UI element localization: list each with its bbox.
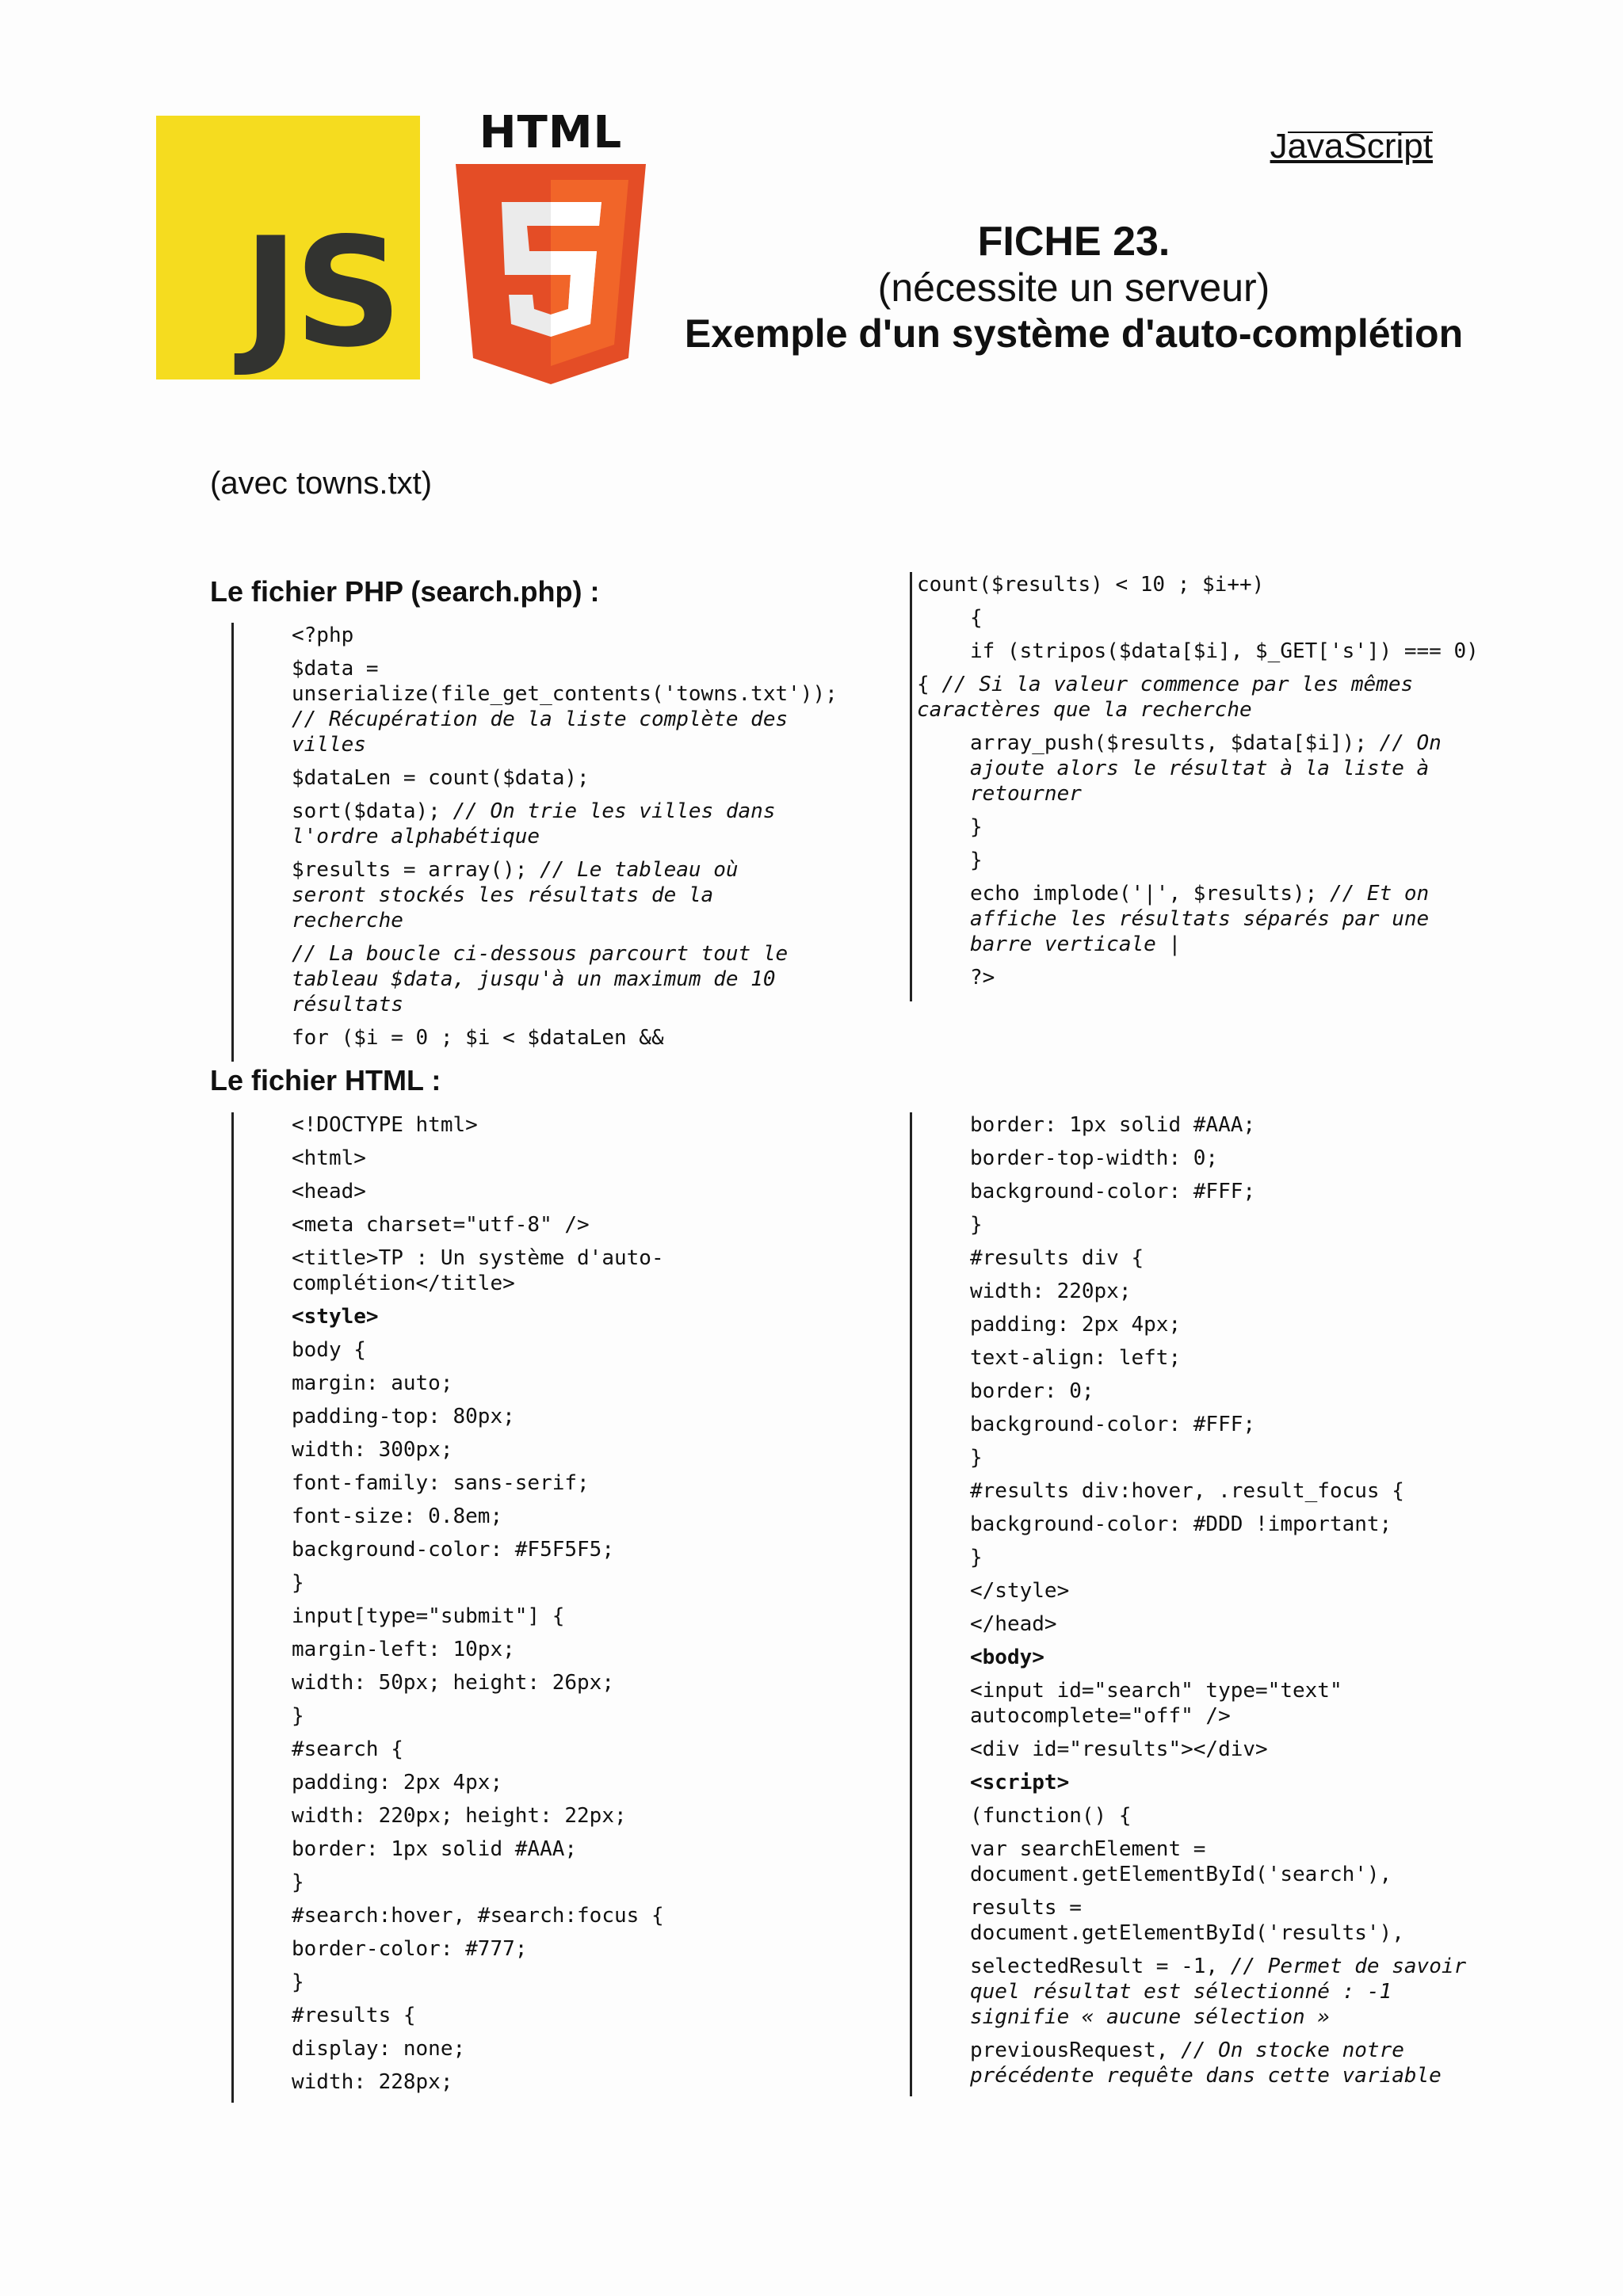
code-line <box>917 1737 1487 1762</box>
code-line <box>917 1611 1487 1637</box>
code-line <box>917 1895 1487 1946</box>
code-text: border: 1px solid #AAA; <box>970 1113 1256 1137</box>
code-text: } <box>292 1571 304 1595</box>
code-line <box>917 1279 1487 1304</box>
code-line <box>239 1836 809 1862</box>
code-text: <meta charset="utf-8" /> <box>292 1213 590 1237</box>
code-line <box>239 1304 809 1329</box>
php-section-title: Le fichier PHP (search.php) : <box>210 575 600 608</box>
code-line <box>917 730 1487 807</box>
code-line <box>239 1404 809 1429</box>
code-text: display: none; <box>292 2037 466 2061</box>
code-line <box>239 1970 809 1995</box>
code-text: background-color: #DDD !important; <box>970 1512 1392 1536</box>
code-line <box>239 1437 809 1463</box>
code-text: background-color: #FFF; <box>970 1180 1256 1203</box>
php-code-column-1 <box>231 623 850 1062</box>
code-text: background-color: #F5F5F5; <box>292 1538 614 1562</box>
code-line <box>239 1903 809 1928</box>
code-line <box>239 656 850 757</box>
code-line <box>239 799 809 849</box>
code-line <box>917 1345 1487 1371</box>
title-line-1: FICHE 23. <box>977 219 1170 265</box>
code-text: #results div:hover, .result_focus { <box>970 1479 1404 1503</box>
code-line <box>239 2003 809 2028</box>
code-line <box>239 1245 809 1296</box>
php-code-column-2 <box>910 572 1487 1001</box>
html5-shield-icon <box>456 164 646 384</box>
code-line <box>917 572 1487 597</box>
code-line <box>239 1212 809 1238</box>
code-line <box>239 1371 809 1396</box>
code-line <box>239 1337 809 1363</box>
title-line-2: (nécessite un serveur) <box>877 265 1270 310</box>
code-line <box>239 1470 809 1496</box>
code-text: border-color: #777; <box>292 1937 528 1961</box>
code-line <box>917 1379 1487 1404</box>
code-line <box>917 965 1487 990</box>
html-code-column-1 <box>231 1112 809 2103</box>
code-text: selectedResult = -1, <box>970 1955 1231 1978</box>
code-text: #results div { <box>970 1246 1144 1270</box>
code-text: } <box>292 1871 304 1894</box>
code-line <box>239 1770 809 1795</box>
code-text: margin: auto; <box>292 1371 453 1395</box>
code-line <box>239 1179 809 1204</box>
code-comment: // La boucle ci-dessous parcourt tout le tableau $data, jusqu'à un maximum de 10 résultats <box>292 942 800 1016</box>
code-line <box>917 1770 1487 1795</box>
code-text: { <box>970 606 983 630</box>
code-line <box>239 1637 809 1662</box>
code-line <box>917 881 1487 957</box>
code-text: #results { <box>292 2004 416 2027</box>
code-line <box>917 1478 1487 1504</box>
code-line <box>239 1537 809 1562</box>
code-text: <div id="results"></div> <box>970 1737 1268 1761</box>
code-text: } <box>292 1970 304 1994</box>
code-text: } <box>970 1213 983 1237</box>
code-text: width: 50px; height: 26px; <box>292 1671 614 1695</box>
code-text: for ($i = 0 ; $i < $dataLen && <box>292 1026 664 1050</box>
code-text: </style> <box>970 1579 1070 1603</box>
note-text: (avec towns.txt) <box>210 466 433 501</box>
code-text: font-family: sans-serif; <box>292 1471 590 1495</box>
code-text: sort($data); <box>292 799 453 823</box>
code-line <box>917 1312 1487 1337</box>
code-line <box>239 1737 809 1762</box>
code-text: margin-left: 10px; <box>292 1638 515 1661</box>
code-line <box>239 1870 809 1895</box>
code-text: <head> <box>292 1180 366 1203</box>
code-text: padding: 2px 4px; <box>970 1313 1182 1337</box>
code-text: } <box>292 1704 304 1728</box>
code-comment: // Et on affiche les résultats séparés par une barre verticale | <box>970 882 1442 956</box>
code-text: border: 1px solid #AAA; <box>292 1837 578 1861</box>
code-text: previousRequest, <box>970 2039 1182 2062</box>
code-text: <!DOCTYPE html> <box>292 1113 478 1137</box>
code-line <box>239 1025 809 1051</box>
code-line <box>239 1703 809 1729</box>
code-text: if (stripos($data[$i], $_GET['s']) === 0) <box>970 639 1479 663</box>
subject-label: JavaScript <box>1270 127 1433 166</box>
html-code-column-2 <box>910 1112 1487 2096</box>
code-text: body { <box>292 1338 366 1362</box>
code-line <box>239 1146 809 1171</box>
code-line <box>239 1604 809 1629</box>
code-line <box>239 2069 809 2095</box>
code-comment: // On ajoute alors le résultat à la liste à retourner <box>970 731 1454 806</box>
code-text: #search:hover, #search:focus { <box>292 1904 664 1928</box>
code-line <box>239 1936 809 1962</box>
code-text: <title>TP : Un système d'auto-complétion</title> <box>292 1246 664 1295</box>
code-line <box>917 1412 1487 1437</box>
javascript-logo <box>156 116 420 379</box>
code-text: width: 228px; <box>292 2070 453 2094</box>
code-text: padding-top: 80px; <box>292 1405 515 1428</box>
code-text: } <box>970 815 983 839</box>
code-line <box>239 765 809 791</box>
code-text: $results = array(); <box>292 858 540 882</box>
code-text: font-size: 0.8em; <box>292 1505 503 1528</box>
code-comment: // Le tableau où seront stockés les résultats de la recherche <box>292 858 751 933</box>
code-comment: // Récupération de la liste complète des villes <box>292 707 800 757</box>
page-title <box>666 219 1482 357</box>
html-section-title: Le fichier HTML : <box>210 1064 441 1097</box>
html5-logo <box>456 107 646 384</box>
code-text: background-color: #FFF; <box>970 1413 1256 1436</box>
code-line <box>917 605 1487 631</box>
code-line <box>917 1836 1487 1887</box>
js-logo-text: JS <box>242 205 398 380</box>
code-text: border-top-width: 0; <box>970 1146 1219 1170</box>
code-line <box>917 1545 1487 1570</box>
code-text: border: 0; <box>970 1379 1094 1403</box>
code-line <box>917 848 1487 873</box>
code-line <box>917 1146 1487 1171</box>
code-line <box>239 1670 809 1695</box>
code-text: <html> <box>292 1146 366 1170</box>
code-text: <?php <box>292 624 354 647</box>
code-text: width: 300px; <box>292 1438 453 1462</box>
code-line <box>239 1112 809 1138</box>
code-text: input[type="submit"] { <box>292 1604 565 1628</box>
code-line <box>239 941 809 1017</box>
code-comment: // On stocke notre précédente requête dans cette variable <box>970 2039 1442 2088</box>
code-line <box>917 672 1487 723</box>
code-line <box>917 814 1487 840</box>
code-comment: // On trie les villes dans l'ordre alphabétique <box>292 799 789 849</box>
code-text: { <box>917 673 942 696</box>
code-text: } <box>970 1446 983 1470</box>
code-comment: // Permet de savoir quel résultat est sélectionné : -1 signifie « aucune sélection » <box>970 1955 1479 2029</box>
html5-logo-text: HTML <box>479 107 623 158</box>
code-text: array_push($results, $data[$i]); <box>970 731 1380 755</box>
code-text: padding: 2px 4px; <box>292 1771 503 1794</box>
code-text: <style> <box>292 1305 379 1329</box>
code-text: (function() { <box>970 1804 1132 1828</box>
code-line <box>917 1578 1487 1604</box>
code-text: } <box>970 1546 983 1569</box>
code-text: ?> <box>970 966 995 990</box>
code-line <box>239 2036 809 2061</box>
code-line <box>917 1245 1487 1271</box>
code-line <box>917 1112 1487 1138</box>
code-text: <input id="search" type="text" autocomplete="off" /> <box>970 1679 1355 1728</box>
code-text: } <box>970 849 983 872</box>
code-line <box>917 1645 1487 1670</box>
code-line <box>917 1512 1487 1537</box>
code-line <box>917 639 1487 664</box>
code-line <box>239 1504 809 1529</box>
code-text: results = document.getElementById('results'), <box>970 1896 1404 1945</box>
code-text: <script> <box>970 1771 1070 1794</box>
code-line <box>239 857 809 933</box>
code-line <box>917 1954 1487 2030</box>
code-line <box>917 1179 1487 1204</box>
code-text: <body> <box>970 1646 1044 1669</box>
code-line <box>917 2038 1487 2088</box>
code-line <box>917 1212 1487 1238</box>
code-text: </head> <box>970 1612 1057 1636</box>
code-comment: // Si la valeur commence par les mêmes caractères que la recherche <box>917 673 1426 722</box>
code-text: $dataLen = count($data); <box>292 766 590 790</box>
code-line <box>917 1678 1487 1729</box>
code-text: text-align: left; <box>970 1346 1182 1370</box>
code-line <box>239 1570 809 1596</box>
code-text: echo implode('|', $results); <box>970 882 1330 906</box>
code-text: $data = unserialize(file_get_contents('towns.txt')); <box>292 657 850 706</box>
code-text: count($results) < 10 ; $i++) <box>917 573 1265 597</box>
code-line <box>239 1803 809 1829</box>
code-line <box>239 623 809 648</box>
title-line-3: Exemple d'un système d'auto-complétion <box>684 311 1464 356</box>
code-text: var searchElement = document.getElementById('search'), <box>970 1837 1392 1886</box>
code-line <box>917 1445 1487 1470</box>
code-line <box>917 1803 1487 1829</box>
code-text: width: 220px; <box>970 1280 1132 1303</box>
code-text: width: 220px; height: 22px; <box>292 1804 627 1828</box>
code-text: #search { <box>292 1737 403 1761</box>
